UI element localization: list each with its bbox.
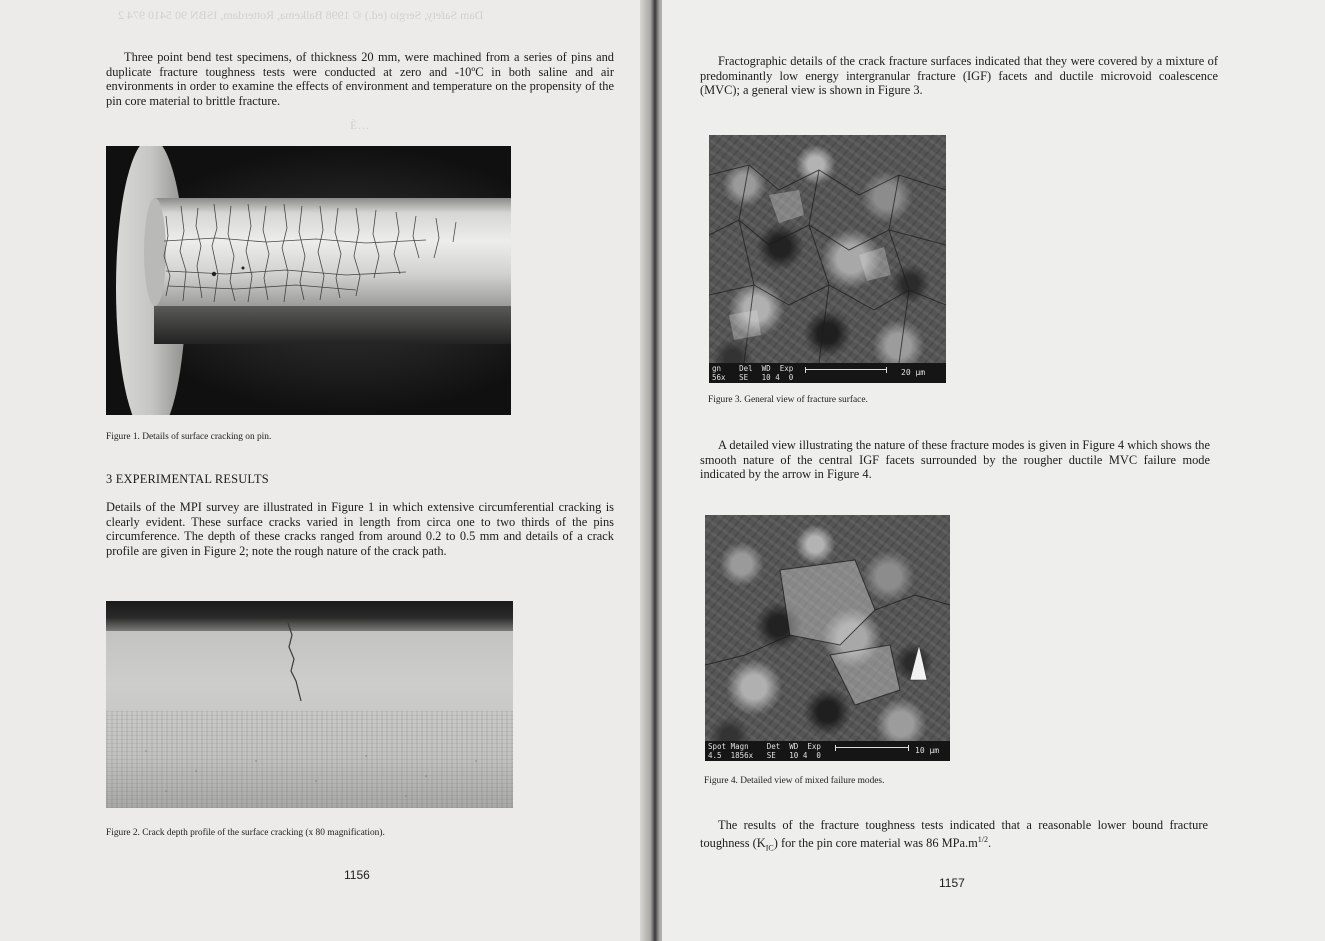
figure-1-image <box>106 146 511 415</box>
figure-4-databar: Spot Magn Det WD Exp 4.5 1856x SE 10 4 0 10 µm <box>705 741 950 761</box>
fracture-surface-graphic <box>709 135 946 383</box>
scale-label: 20 µm <box>901 368 926 377</box>
figure-3-databar: gn Del WD Exp 56x SE 10 4 0 20 µm <box>709 363 946 383</box>
arrow-marker <box>910 645 927 680</box>
toughness-paragraph: The results of the fracture toughness tests indicated that a reasonable lower bound fracture toughness $(K_{IC})$ for the pin core material was 86 $MPa.m^{1/2}$. <box>700 818 1208 853</box>
header-show-through: Dam Safety, Sergio (ed.) © 1998 Balkema, Rotterdam, ISBN 90 5410 974 2 <box>118 8 484 22</box>
detail-paragraph: A detailed view illustrating the nature of these fracture modes is given in Figure 4 which shows the smooth nature of the central IGF facets surrounded by the rougher ductile MVC failure mode indicated by the arrow in Figure 4. <box>700 438 1210 482</box>
figure-2-caption: Figure 2. Crack depth profile of the surface cracking (x 80 magnification). <box>106 828 385 838</box>
figure-4-caption: Figure 4. Detailed view of mixed failure modes. <box>704 776 885 786</box>
scale-bar <box>805 367 887 373</box>
scale-bar <box>835 745 909 751</box>
scale-label: 10 µm <box>915 746 940 755</box>
figure-1-caption: Figure 1. Details of surface cracking on pin. <box>106 432 272 442</box>
surface-cracks-graphic <box>106 146 511 415</box>
fractography-paragraph: Fractographic details of the crack fracture surfaces indicated that they were covered by a mixture of predominantly low energy intergranular fracture (IGF) facets and ductile microvoid coalescence (MVC); a general view is shown in Figure 3. <box>700 54 1218 98</box>
section-heading: 3 EXPERIMENTAL RESULTS <box>106 472 269 486</box>
left-page <box>0 0 655 941</box>
mixed-failure-graphic <box>705 515 950 761</box>
intro-paragraph: Three point bend test specimens, of thickness 20 mm, were machined from a series of pins and duplicate fracture toughness tests were conducted at zero and -10ºC in both saline and air environments in order to examine the effects of environment and temperature on the propensity of the pin core material to brittle fracture. <box>106 50 614 108</box>
results-paragraph: Details of the MPI survey are illustrated in Figure 1 in which extensive circumferential cracking is clearly evident. These surface cracks varied in length from circa one to two thirds of the pins circumference. The depth of these cracks ranged from around 0.2 to 0.5 mm and details of a crack profile are given in Figure 2; note the rough nature of the crack path. <box>106 500 614 558</box>
figure-3-image <box>709 135 946 383</box>
page-number-left: 1156 <box>344 868 370 882</box>
show-through-text: Ѐ… <box>350 118 370 132</box>
figure-3-caption: Figure 3. General view of fracture surface. <box>708 395 868 405</box>
crack-profile-graphic <box>106 601 513 808</box>
figure-2-image <box>106 601 513 808</box>
figure-4-image <box>705 515 950 761</box>
page-number-right: 1157 <box>939 876 965 890</box>
